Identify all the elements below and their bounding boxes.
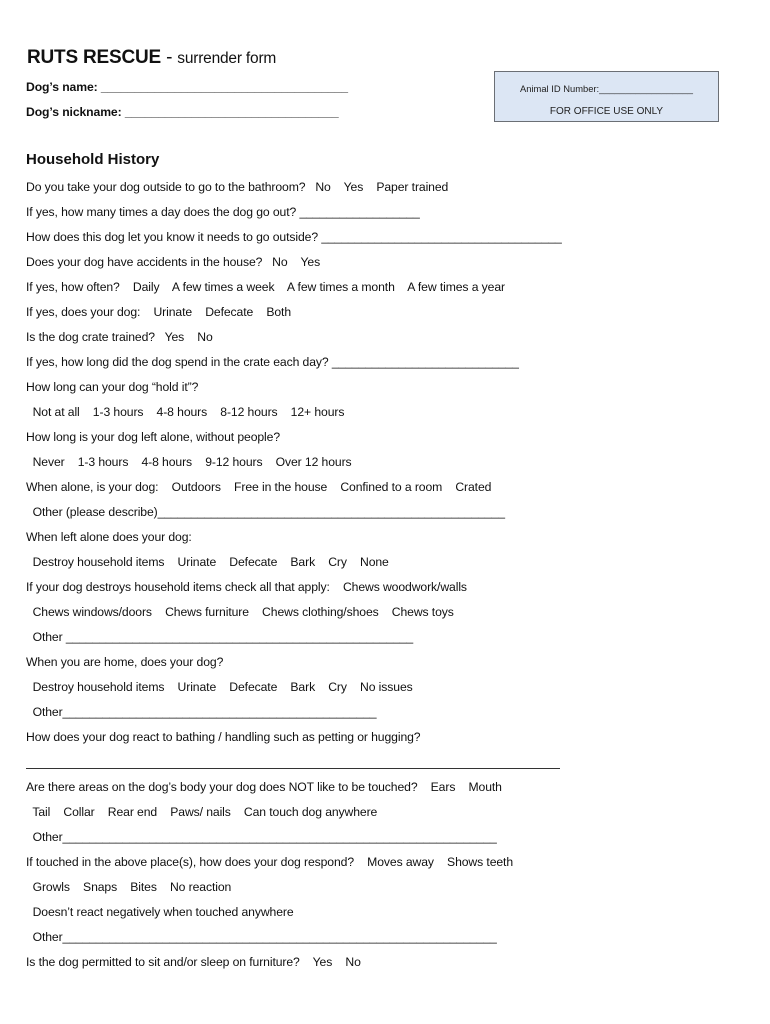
form-line: Destroy household items Urinate Defecate Bark Cry None — [26, 555, 389, 569]
title-separator: - — [160, 47, 178, 68]
form-line: If yes, how many times a day does the dog go out? __________________ — [26, 205, 420, 219]
form-title — [27, 47, 276, 69]
org-name: RUTS RESCUE — [27, 47, 161, 68]
answer-line[interactable] — [26, 768, 560, 769]
form-line: Growls Snaps Bites No reaction — [26, 880, 232, 894]
form-line: Doesn’t react negatively when touched anywhere — [26, 905, 294, 919]
form-line: Is the dog permitted to sit and/or sleep on furniture? Yes No — [26, 955, 361, 969]
form-line: If yes, how long did the dog spend in the crate each day? ____________________________ — [26, 355, 519, 369]
form-line: If your dog destroys household items check all that apply: Chews woodwork/walls — [26, 580, 467, 594]
form-line: Do you take your dog outside to go to the bathroom? No Yes Paper trained — [26, 180, 449, 194]
form-line: How does your dog react to bathing / handling such as petting or hugging? — [26, 730, 421, 744]
office-use-note: FOR OFFICE USE ONLY — [549, 106, 664, 117]
form-line: If touched in the above place(s), how does your dog respond? Moves away Shows teeth — [26, 855, 514, 869]
form-line: If yes, how often? Daily A few times a week A few times a month A few times a year — [26, 280, 505, 294]
form-line: If yes, does your dog: Urinate Defecate Both — [26, 305, 291, 319]
form-line: Other ____________________________________________________ — [26, 630, 414, 644]
form-line: When you are home, does your dog? — [26, 655, 224, 669]
form-subtitle: surrender form — [177, 50, 277, 67]
form-line: How long is your dog left alone, without people? — [26, 430, 281, 444]
form-line: Are there areas on the dog’s body your dog does NOT like to be touched? Ears Mouth — [26, 780, 502, 794]
form-line: When left alone does your dog: — [26, 530, 192, 544]
dog-nickname-field[interactable]: Dog’s nickname: ________________________________ — [26, 105, 339, 119]
form-line: How long can your dog “hold it”? — [26, 380, 199, 394]
form-line: Tail Collar Rear end Paws/ nails Can touch dog anywhere — [26, 805, 378, 819]
form-line: Does your dog have accidents in the house? No Yes — [26, 255, 321, 269]
form-line: Never 1-3 hours 4-8 hours 9-12 hours Over 12 hours — [26, 455, 352, 469]
form-line: Other_________________________________________________________________ — [26, 830, 497, 844]
form-line: Not at all 1-3 hours 4-8 hours 8-12 hours 12+ hours — [26, 405, 345, 419]
form-line: Other_________________________________________________________________ — [26, 930, 497, 944]
form-line: Other_______________________________________________ — [26, 705, 377, 719]
form-line: When alone, is your dog: Outdoors Free in the house Confined to a room Crated — [26, 480, 492, 494]
form-line: Is the dog crate trained? Yes No — [26, 330, 213, 344]
form-line: Destroy household items Urinate Defecate Bark Cry No issues — [26, 680, 413, 694]
office-use-box — [494, 71, 719, 122]
dog-name-field[interactable]: Dog’s name: _____________________________________ — [26, 80, 348, 94]
animal-id-field[interactable]: Animal ID Number:__________________ — [519, 83, 694, 94]
form-line: Chews windows/doors Chews furniture Chews clothing/shoes Chews toys — [26, 605, 454, 619]
form-line: Other (please describe)____________________________________________________ — [26, 505, 505, 519]
section-heading-household-history: Household History — [26, 151, 160, 168]
form-line: How does this dog let you know it needs to go outside? ____________________________________ — [26, 230, 562, 244]
